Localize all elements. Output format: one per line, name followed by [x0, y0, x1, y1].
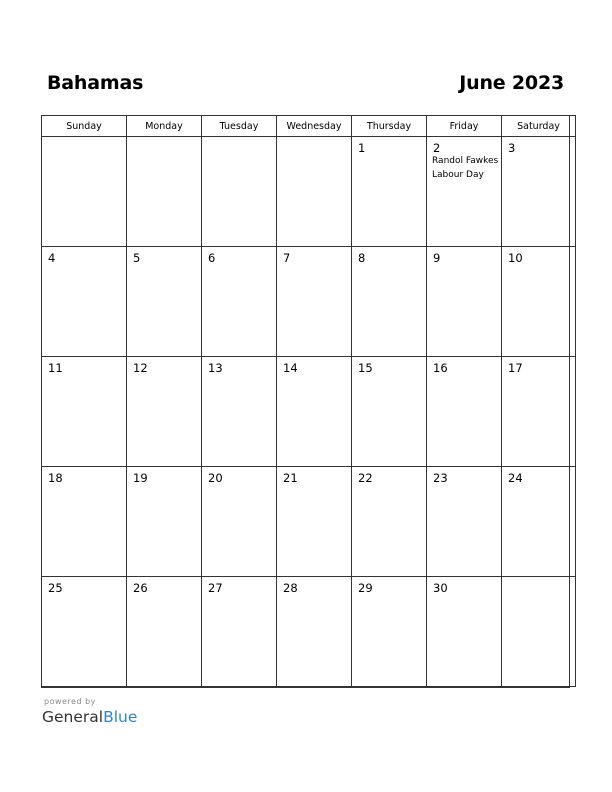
day-number: 29 — [358, 581, 373, 595]
day-cell — [202, 467, 277, 577]
day-cell — [352, 357, 427, 467]
day-number: 23 — [433, 471, 448, 485]
weekday-header: Tuesday — [202, 116, 277, 137]
day-cell — [427, 467, 502, 577]
day-cell — [202, 137, 277, 247]
day-number: 6 — [208, 251, 216, 265]
day-cell — [277, 137, 352, 247]
day-cell — [352, 247, 427, 357]
day-number: 18 — [48, 471, 63, 485]
day-cell — [502, 247, 576, 357]
day-cell — [42, 577, 127, 687]
weekday-header: Thursday — [352, 116, 427, 137]
day-cell — [502, 137, 576, 247]
day-number: 19 — [133, 471, 148, 485]
day-cell — [277, 467, 352, 577]
weekday-header-row — [42, 116, 576, 137]
day-cell — [127, 247, 202, 357]
day-number: 17 — [508, 361, 523, 375]
day-number: 27 — [208, 581, 223, 595]
day-number: 3 — [508, 141, 516, 155]
weekday-header: Friday — [427, 116, 502, 137]
week-row — [42, 137, 576, 247]
day-cell — [202, 357, 277, 467]
day-cell — [127, 467, 202, 577]
day-number: 14 — [283, 361, 298, 375]
day-cell — [42, 247, 127, 357]
day-number: 25 — [48, 581, 63, 595]
day-number: 22 — [358, 471, 373, 485]
day-number: 21 — [283, 471, 298, 485]
day-number: 20 — [208, 471, 223, 485]
day-number: 28 — [283, 581, 298, 595]
day-cell — [502, 577, 576, 687]
day-cell — [427, 577, 502, 687]
day-number: 26 — [133, 581, 148, 595]
day-cell — [202, 247, 277, 357]
day-cell — [352, 137, 427, 247]
day-number: 2 — [433, 141, 441, 155]
weekday-header: Saturday — [502, 116, 576, 137]
day-cell — [277, 577, 352, 687]
weekday-header: Wednesday — [277, 116, 352, 137]
day-number: 9 — [433, 251, 441, 265]
generalblue-logo[interactable] — [42, 708, 137, 726]
day-cell — [427, 137, 502, 247]
day-cell — [42, 137, 127, 247]
day-cell — [427, 357, 502, 467]
day-number: 13 — [208, 361, 223, 375]
day-number: 24 — [508, 471, 523, 485]
day-cell — [502, 467, 576, 577]
weekday-header: Sunday — [42, 116, 127, 137]
day-number: 16 — [433, 361, 448, 375]
day-number: 8 — [358, 251, 366, 265]
day-cell — [352, 577, 427, 687]
day-number: 10 — [508, 251, 523, 265]
day-cell — [127, 357, 202, 467]
week-row — [42, 467, 576, 577]
day-cell — [277, 357, 352, 467]
day-number: 4 — [48, 251, 56, 265]
weekday-header: Monday — [127, 116, 202, 137]
day-cell — [427, 247, 502, 357]
day-cell — [127, 577, 202, 687]
country-title: Bahamas — [47, 72, 144, 94]
day-cell — [352, 467, 427, 577]
day-cell — [42, 357, 127, 467]
day-number: 7 — [283, 251, 291, 265]
calendar-table — [41, 115, 576, 687]
day-number: 1 — [358, 141, 366, 155]
brand-text-general: General — [42, 708, 104, 726]
week-row — [42, 577, 576, 687]
powered-by-text: powered by — [44, 697, 96, 706]
day-number: 30 — [433, 581, 448, 595]
day-number: 5 — [133, 251, 141, 265]
day-cell — [277, 247, 352, 357]
day-number: 11 — [48, 361, 63, 375]
brand-text-blue: Blue — [103, 708, 138, 726]
day-cell — [202, 577, 277, 687]
week-row — [42, 247, 576, 357]
month-title: June 2023 — [459, 72, 564, 94]
day-cell — [42, 467, 127, 577]
day-cell — [502, 357, 576, 467]
day-cell — [127, 137, 202, 247]
day-number: 12 — [133, 361, 148, 375]
week-row — [42, 357, 576, 467]
calendar-grid — [41, 115, 570, 688]
day-number: 15 — [358, 361, 373, 375]
holiday-label: Randol Fawkes Labour Day — [432, 156, 499, 180]
calendar-body — [42, 137, 576, 687]
